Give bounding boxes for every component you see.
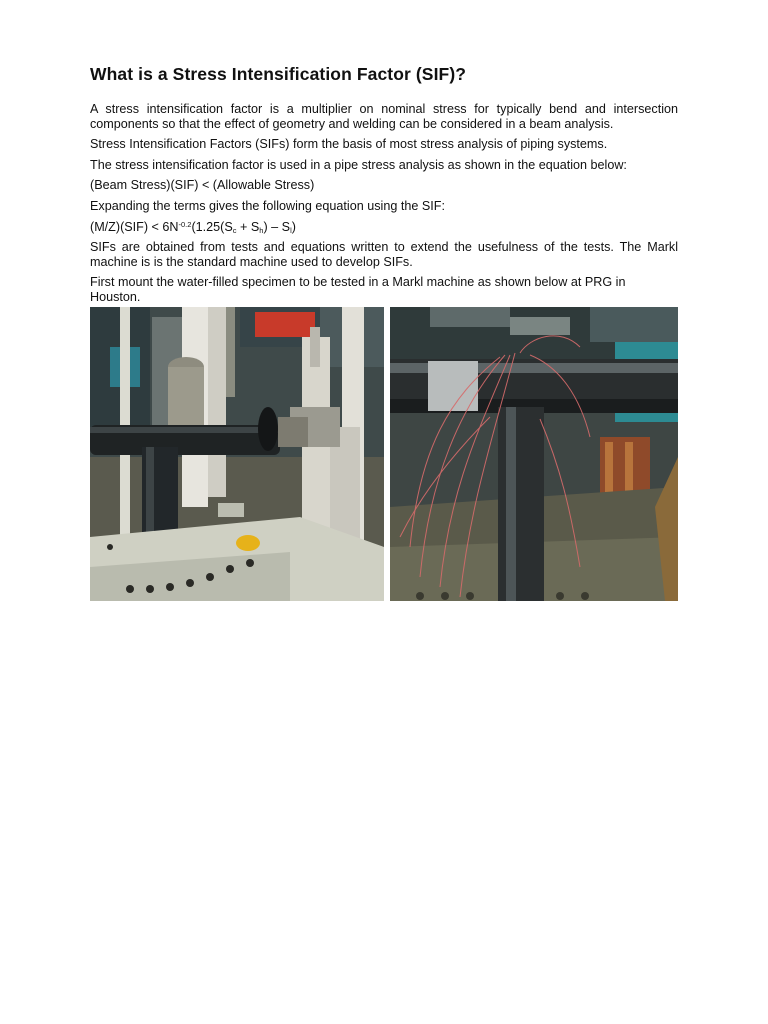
paragraph-definition: A stress intensification factor is a multiplier on nominal stress for typically bend and intersection components so that the effect of geometry and welding can be considered in a beam analysis. — [90, 102, 678, 131]
equation-part: (M/Z)(SIF) < 6N — [90, 219, 179, 234]
paragraph-basis: Stress Intensification Factors (SIFs) form the basis of most stress analysis of piping systems. — [90, 137, 608, 152]
page-title: What is a Stress Intensification Factor (SIF)? — [90, 64, 467, 84]
equation-part: + S — [236, 219, 260, 234]
photo-row — [90, 307, 678, 601]
equation-subscript: c — [232, 225, 237, 235]
equation-part: ) – S — [263, 219, 291, 234]
paragraph-usage: The stress intensification factor is used in a pipe stress analysis as shown in the equation below: — [90, 157, 627, 172]
markl-machine-photo — [90, 307, 384, 601]
document-body — [90, 64, 678, 311]
paragraph-mount: First mount the water-filled specimen to be tested in a Markl machine as shown below at PRG in Houston. — [90, 275, 626, 304]
equation-part: (1.25(S — [191, 219, 233, 234]
equation-exponent: -0.2 — [178, 219, 192, 229]
equation-subscript: h — [259, 225, 264, 235]
paragraph-markl: SIFs are obtained from tests and equations written to extend the usefulness of the tests. The Markl machine is is the standard machine used to develop SIFs. — [90, 240, 678, 269]
tee-specimen-photo — [390, 307, 678, 601]
equation-sif — [90, 220, 678, 235]
paragraph-expanding: Expanding the terms gives the following equation using the SIF: — [90, 198, 445, 213]
equation-subscript: l — [290, 225, 292, 235]
equation-beam-stress: (Beam Stress)(SIF) < (Allowable Stress) — [90, 178, 315, 193]
equation-part: ) — [291, 219, 296, 234]
